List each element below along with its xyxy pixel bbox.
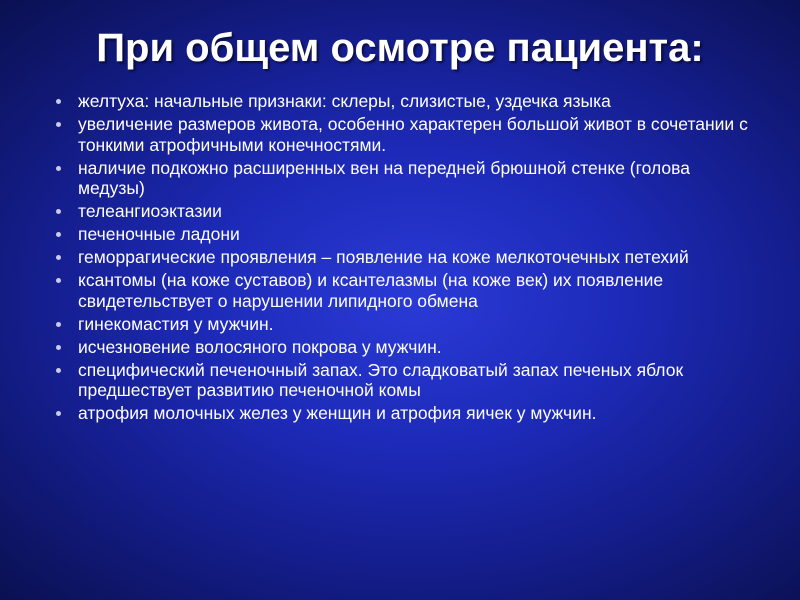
- list-item: [50, 270, 750, 311]
- list-item-text: специфический печеночный запах. Это сладковатый запах печеных яблок предшествует развитию печеночной комы: [78, 359, 684, 400]
- slide-title: При общем осмотре пациента:: [96, 26, 704, 70]
- list-item-text: исчезновение волосяного покрова у мужчин.: [78, 336, 442, 357]
- bullet-icon: [56, 345, 61, 350]
- bullet-icon: [56, 166, 61, 171]
- bullet-icon: [56, 255, 61, 260]
- bullet-icon: [56, 99, 61, 104]
- list-item: [50, 114, 750, 155]
- list-item-text: геморрагические проявления – появление на коже мелкоточечных петехий: [78, 247, 689, 267]
- list-item-text: ксантомы (на коже суставов) и ксантелазмы (на коже век) их появление свидетельствует о нарушении липидного обмена: [78, 270, 664, 311]
- list-item-text: увеличение размеров живота, особенно характерен большой живот в сочетании с тонкими атрофичными конечностями.: [78, 114, 748, 155]
- list-item-text: желтуха: начальные признаки: склеры, слизистые, уздечка языка: [78, 91, 611, 111]
- list-item: [50, 403, 750, 424]
- list-item-text: печеночные ладони: [78, 224, 240, 244]
- list-item-text: телеангиоэктазии: [78, 201, 222, 221]
- bullet-icon: [56, 122, 61, 127]
- list-item: [50, 91, 750, 112]
- list-item: [50, 314, 750, 335]
- bullet-icon: [56, 209, 61, 214]
- bullet-icon: [56, 322, 61, 327]
- list-item: [50, 201, 750, 222]
- list-item: [50, 224, 750, 245]
- list-item: [50, 337, 750, 358]
- list-item-text: атрофия молочных желез у женщин и атрофия яичек у мужчин.: [78, 403, 597, 423]
- list-item: [50, 360, 750, 401]
- list-item: [50, 247, 750, 268]
- list-item-text: наличие подкожно расширенных вен на передней брюшной стенке (голова медузы): [78, 157, 690, 198]
- bullet-icon: [56, 368, 61, 373]
- bullet-list: [50, 91, 750, 426]
- list-item-text: гинекомастия у мужчин.: [78, 313, 274, 334]
- list-item: [50, 158, 750, 199]
- bullet-icon: [56, 232, 61, 237]
- bullet-icon: [56, 278, 61, 283]
- bullet-icon: [56, 411, 61, 416]
